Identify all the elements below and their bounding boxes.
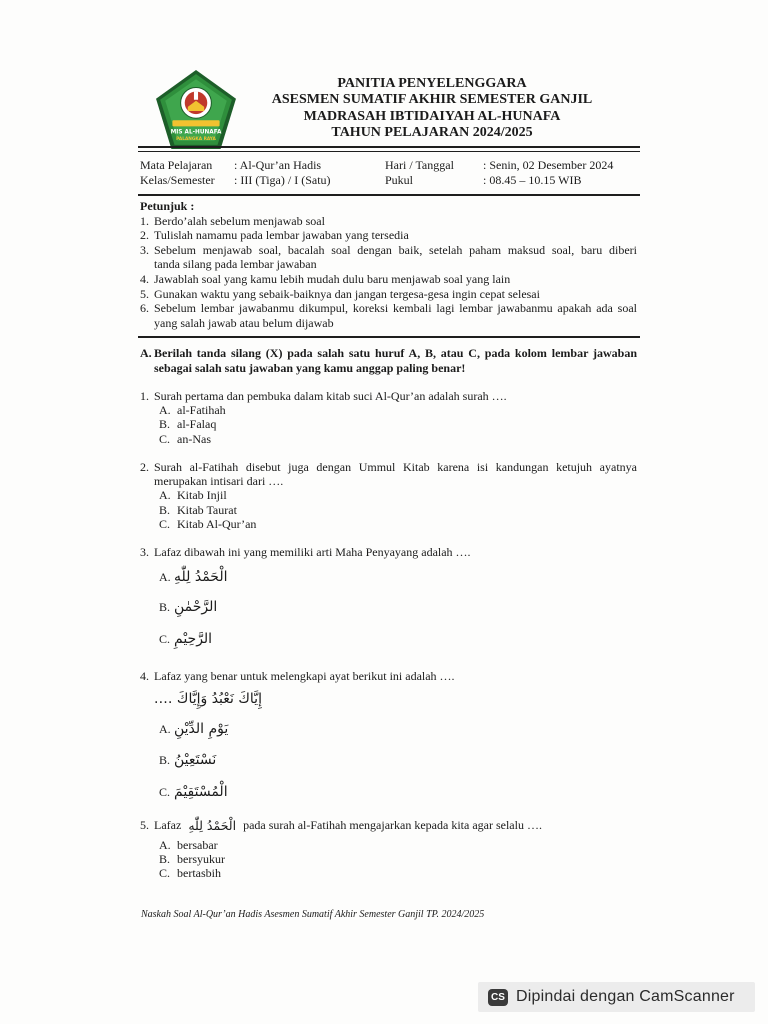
option-arabic-text: الْحَمْدُ لِلّٰهِ — [174, 569, 228, 585]
option-letter: B. — [159, 502, 171, 517]
option-text: Kitab Al-Qur’an — [177, 516, 257, 531]
question-arabic-text: الْحَمْدُ لِلّٰهِ — [188, 818, 237, 834]
instruction-text-cont: tanda silang pada lembar jawaban — [154, 257, 317, 272]
instruction-text-cont: yang salah jawab atau belum dijawab — [154, 315, 334, 330]
instruction-text: Berdo’alah sebelum menjawab soal — [154, 213, 325, 228]
question-number: 3. — [140, 545, 149, 559]
madrasah-logo — [155, 69, 237, 151]
option-text: Kitab Injil — [177, 488, 227, 503]
option-text: an-Nas — [177, 431, 211, 446]
question-3 — [140, 545, 637, 559]
question-text-cont: merupakan intisari dari …. — [154, 474, 284, 489]
option-text: bersyukur — [177, 852, 225, 867]
header-divider — [138, 146, 640, 152]
option-arabic-text: الرَّحْمٰنِ — [174, 599, 218, 615]
answer-option — [140, 403, 637, 417]
option-letter: C. — [159, 631, 171, 646]
answer-option — [140, 852, 637, 866]
option-letter: B. — [159, 417, 171, 432]
answer-option — [140, 517, 637, 531]
option-letter: C. — [159, 866, 171, 881]
instruction-number: 6. — [140, 301, 149, 316]
quran-verse — [154, 688, 262, 710]
exam-info — [140, 158, 640, 188]
watermark-text: Dipindai dengan CamScanner — [516, 988, 735, 1005]
title-line-3: MADRASAH IBTIDAIYAH AL-HUNAFA — [303, 108, 561, 124]
section-letter: A. — [140, 346, 152, 360]
class-label: Kelas/Semester — [140, 173, 215, 187]
answer-option — [159, 782, 228, 802]
verse-arabic-text: إِيَّاكَ نَعْبُدُ وَإِيَّاكَ …. — [154, 691, 262, 707]
title-line-2: ASESMEN SUMATIF AKHIR SEMESTER GANJIL — [271, 92, 593, 108]
instructions-heading: Petunjuk : — [140, 199, 195, 213]
instruction-item — [140, 301, 637, 330]
answer-option — [159, 750, 216, 770]
answer-option — [140, 488, 637, 502]
instruction-text: Sebelum menjawab soal, bacalah soal dengan baik, setelah paham maksud soal, baru diberi — [154, 242, 637, 257]
question-text-after: pada surah al-Fatihah mengajarkan kepada kita agar selalu …. — [243, 818, 542, 832]
instructions — [140, 199, 637, 330]
logo-text-city: PALANGKA RAYA — [176, 137, 216, 143]
answer-option — [159, 567, 228, 587]
option-letter: B. — [159, 852, 171, 867]
instruction-item — [140, 272, 637, 287]
option-text: al-Fatihah — [177, 403, 226, 418]
option-arabic-text: الْمُسْتَقِيْمَ — [174, 784, 228, 800]
question-text: Lafaz yang benar untuk melengkapi ayat berikut ini adalah …. — [154, 669, 455, 683]
option-text: al-Falaq — [177, 417, 217, 432]
option-text: bertasbih — [177, 866, 221, 881]
answer-option — [140, 838, 637, 852]
option-text: bersabar — [177, 838, 218, 852]
option-letter: A. — [159, 721, 171, 736]
instruction-text: Gunakan waktu yang sebaik-baiknya dan jangan tergesa-gesa ingin cepat selesai — [154, 286, 540, 301]
instruction-number: 3. — [140, 242, 149, 257]
question-5 — [140, 816, 637, 834]
question-5-options — [140, 838, 637, 881]
title-line-4: TAHUN PELAJARAN 2024/2025 — [331, 125, 533, 141]
question-text: Surah al-Fatihah disebut juga dengan Ummul Kitab karena isi kandungan ketujuh ayatnya — [154, 460, 637, 474]
class-value: : III (Tiga) / I (Satu) — [234, 173, 331, 187]
answer-option — [140, 503, 637, 517]
instruction-item — [140, 287, 637, 302]
scanner-watermark — [478, 982, 755, 1012]
day-value: : Senin, 02 Desember 2024 — [483, 158, 614, 172]
instruction-item — [140, 228, 637, 243]
time-value: : 08.45 – 10.15 WIB — [483, 173, 582, 187]
section-a-heading — [140, 346, 637, 376]
instruction-number: 4. — [140, 271, 149, 286]
answer-option — [140, 432, 637, 446]
subject-label: Mata Pelajaran — [140, 158, 213, 172]
option-letter: A. — [159, 569, 171, 584]
question-text-before: Lafaz — [154, 818, 182, 832]
exam-title — [250, 76, 614, 142]
answer-option — [159, 597, 217, 617]
question-text — [154, 816, 542, 834]
answer-option — [159, 719, 228, 739]
camscanner-logo-icon: CS — [488, 989, 508, 1006]
day-label: Hari / Tanggal — [385, 158, 454, 172]
instruction-text: Sebelum lembar jawabanmu dikumpul, koreksi kembali lagi lembar jawabanmu apakah ada soal — [154, 301, 637, 316]
option-letter: A. — [159, 488, 171, 503]
question-1 — [140, 389, 637, 446]
instruction-number: 5. — [140, 286, 149, 301]
answer-option — [140, 417, 637, 431]
logo-text-school: MIS AL-HUNAFA — [170, 129, 222, 136]
instruction-text: Jawablah soal yang kamu lebih mudah dulu baru menjawab soal yang lain — [154, 271, 511, 286]
instruction-item — [140, 214, 637, 229]
section-a-text: Berilah tanda silang (X) pada salah satu huruf A, B, atau C, pada kolom lembar jawaban — [154, 346, 637, 360]
option-arabic-text: نَسْتَعِيْنُ — [174, 752, 217, 768]
option-arabic-text: يَوْمِ الدِّيْنِ — [174, 721, 229, 737]
question-text: Surah pertama dan pembuka dalam kitab suci Al-Qur’an adalah surah …. — [154, 389, 507, 403]
option-letter: A. — [159, 403, 171, 418]
instruction-item — [140, 243, 637, 272]
option-letter: B. — [159, 599, 171, 614]
question-number: 2. — [140, 460, 149, 474]
question-4 — [140, 669, 637, 683]
question-2 — [140, 460, 637, 531]
question-number: 5. — [140, 818, 149, 832]
answer-option — [159, 629, 212, 649]
answer-option — [140, 866, 637, 880]
info-divider — [138, 194, 640, 196]
info-row-2 — [140, 173, 640, 188]
question-number: 4. — [140, 669, 149, 683]
subject-value: : Al-Qur’an Hadis — [234, 158, 322, 172]
option-text: Kitab Taurat — [177, 502, 237, 517]
instruction-number: 2. — [140, 228, 149, 243]
info-row-1 — [140, 158, 640, 173]
option-letter: A. — [159, 838, 171, 852]
option-letter: B. — [159, 752, 171, 767]
time-label: Pukul — [385, 173, 414, 187]
instruction-number: 1. — [140, 213, 149, 228]
section-a-text-cont: sebagai salah satu jawaban yang kamu anggap paling benar! — [154, 361, 466, 375]
instructions-divider — [138, 336, 640, 338]
question-text: Lafaz dibawah ini yang memiliki arti Maha Penyayang adalah …. — [154, 545, 471, 559]
option-letter: C. — [159, 516, 171, 531]
instruction-text: Tulislah namamu pada lembar jawaban yang tersedia — [154, 228, 409, 243]
question-number: 1. — [140, 389, 149, 403]
option-arabic-text: الرَّحِيْمِ — [174, 631, 213, 647]
option-letter: C. — [159, 431, 171, 446]
option-letter: C. — [159, 784, 171, 799]
title-line-1: PANITIA PENYELENGGARA — [337, 76, 527, 91]
document-footer: Naskah Soal Al-Qur’an Hadis Asesmen Sumatif Akhir Semester Ganjil TP. 2024/2025 — [141, 909, 485, 920]
